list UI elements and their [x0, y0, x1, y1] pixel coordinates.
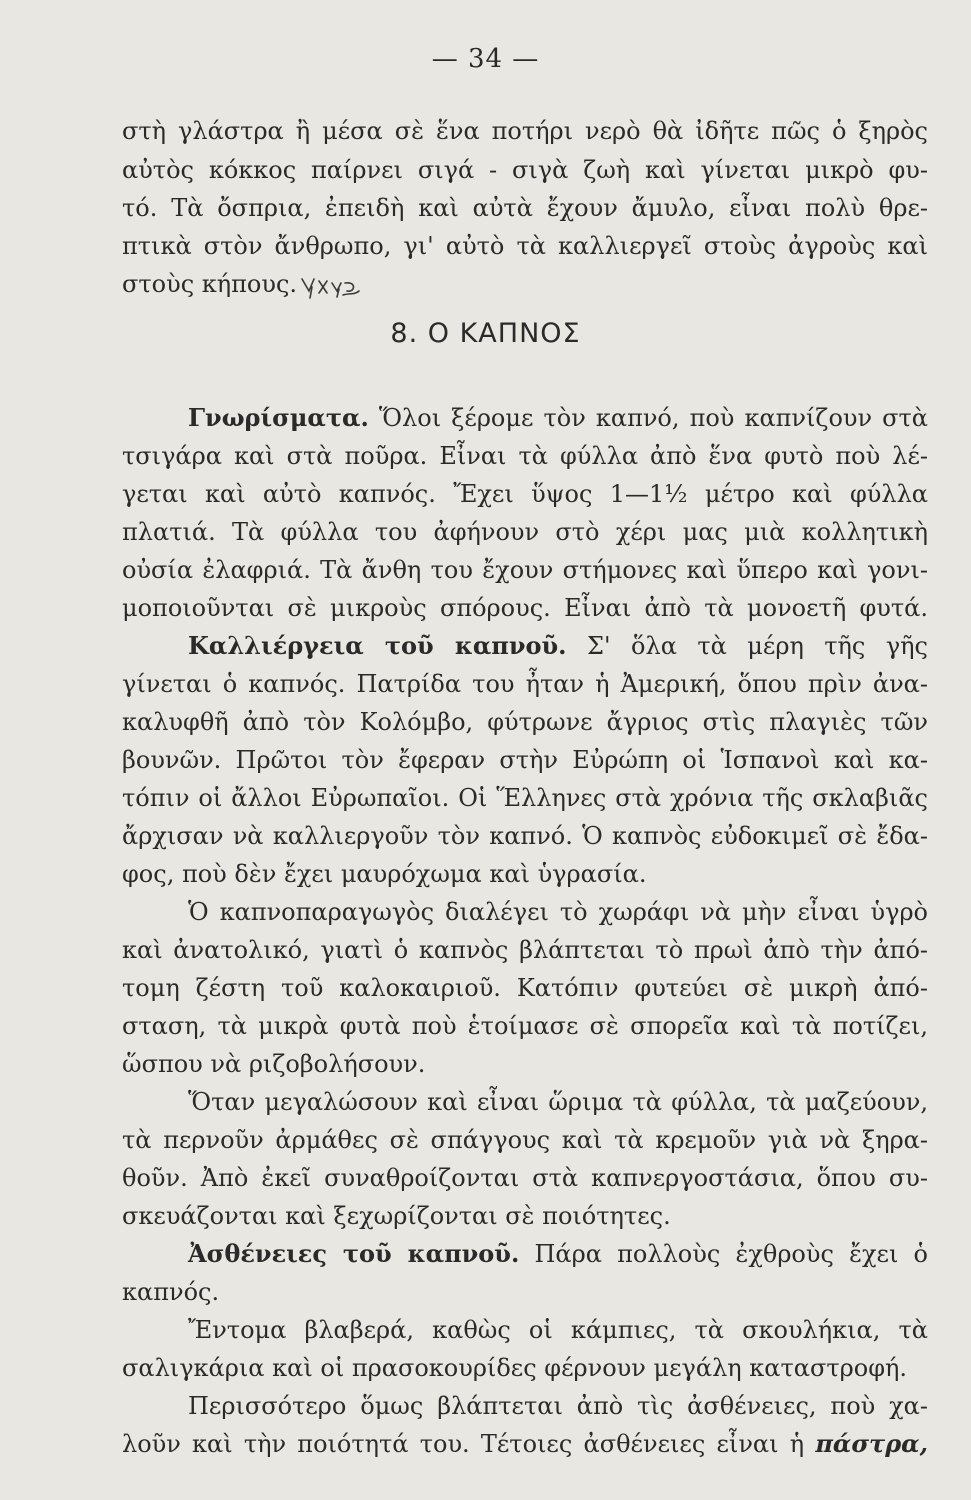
text-line: καὶ ἀνατολικό, γιατὶ ὁ καπνὸς βλάπτεται τὸ πρωὶ ἀπὸ τὴν ἀπό-	[122, 936, 928, 964]
text-line: Ὅταν μεγαλώσουν καὶ εἶναι ὥριμα τὰ φύλλα, τὰ μαζεύουν,	[188, 1088, 928, 1116]
text-line: πλατιά. Τὰ φύλλα του ἀφήνουν στὸ χέρι μας μιὰ κολλητικὴ	[122, 518, 928, 546]
text-fragment: στοὺς κήπους.	[122, 270, 298, 298]
text-line: Ὁ καπνοπαραγωγὸς διαλέγει τὸ χωράφι νὰ μὴν εἶναι ὑγρὸ	[188, 898, 928, 926]
text-line	[122, 1429, 928, 1459]
section-heading: 8. Ο ΚΑΠΝΟΣ	[390, 318, 581, 349]
text-line	[188, 1239, 928, 1269]
text-fragment: λοῦν καὶ τὴν ποιότητά του. Τέτοιες ἀσθένειες εἶναι ἡ	[122, 1430, 805, 1458]
text-fragment: Ὅλοι ξέρομε τὸν καπνό, ποὺ καπνίζουν στὰ	[368, 404, 928, 432]
text-line: ὥσπου νὰ ριζοβολήσουν.	[122, 1050, 426, 1078]
text-line	[188, 631, 928, 661]
text-line: γεται καὶ αὐτὸ καπνός. Ἔχει ὕψος 1—1½ μέτρο καὶ φύλλα	[122, 480, 928, 508]
text-line: οὐσία ἐλαφριά. Τὰ ἄνθη του ἔχουν στήμονες καὶ ὕπερο καὶ γονι-	[122, 556, 928, 584]
text-line	[122, 269, 928, 299]
text-line: στὴ γλάστρα ἢ μέσα σὲ ἕνα ποτήρι νερὸ θὰ ἰδῆτε πῶς ὁ ξηρὸς	[122, 117, 928, 145]
text-line: σαλιγκάρια καὶ οἱ πρασοκουρίδες φέρνουν μεγάλη καταστροφή.	[122, 1354, 908, 1382]
text-line: τομη ζέστη τοῦ καλοκαιριοῦ. Κατόπιν φυτεύει σὲ μικρὴ ἀπό-	[122, 974, 928, 1002]
text-line: βουνῶν. Πρῶτοι τὸν ἔφεραν στὴν Εὐρώπη οἱ Ἱσπανοὶ καὶ κα-	[122, 746, 928, 774]
text-line: φος, ποὺ δὲν ἔχει μαυρόχωμα καὶ ὑγρασία.	[122, 860, 647, 888]
paragraph-lead-title: Ἀσθένειες τοῦ καπνοῦ.	[188, 1239, 520, 1268]
text-line: τόπιν οἱ ἄλλοι Εὐρωπαῖοι. Οἱ Ἕλληνες στὰ χρόνια τῆς σκλαβιᾶς	[122, 784, 928, 812]
text-line: σκευάζονται καὶ ξεχωρίζονται σὲ ποιότητες.	[122, 1202, 671, 1230]
text-line: τσιγάρα καὶ στὰ ποῦρα. Εἶναι τὰ φύλλα ἀπὸ ἕνα φυτὸ ποὺ λέ-	[122, 442, 928, 470]
text-line: καπνός.	[122, 1278, 220, 1306]
text-fragment: Πάρα πολλοὺς ἐχθροὺς ἔχει ὁ	[519, 1240, 929, 1268]
paragraph-lead-title: Γνωρίσματα.	[188, 403, 369, 432]
text-line: ἄρχισαν νὰ καλλιεργοῦν τὸν καπνό. Ὁ καπνὸς εὐδοκιμεῖ σὲ ἔδα-	[122, 822, 928, 850]
text-line	[188, 403, 928, 433]
text-line: γίνεται ὁ καπνός. Πατρίδα του ἦταν ἡ Ἀμερική, ὅπου πρὶν ἀνα-	[122, 670, 928, 698]
paragraph-lead-title: Καλλιέργεια τοῦ καπνοῦ.	[188, 631, 567, 660]
handwritten-scribble	[299, 271, 361, 301]
text-line: μοποιοῦνται σὲ μικροὺς σπόρους. Εἶναι ἀπὸ τὰ μονοετῆ φυτά.	[122, 594, 928, 622]
text-line: θοῦν. Ἀπὸ ἐκεῖ συναθροίζονται στὰ καπνεργοστάσια, ὅπου συ-	[122, 1164, 928, 1192]
text-line: Περισσότερο ὅμως βλάπτεται ἀπὸ τὶς ἀσθένειες, ποὺ χα-	[188, 1392, 928, 1420]
text-line: αὐτὸς κόκκος παίρνει σιγά - σιγὰ ζωὴ καὶ γίνεται μικρὸ φυ-	[122, 156, 928, 184]
text-line: Ἔντομα βλαβερά, καθὼς οἱ κάμπιες, τὰ σκουλήκια, τὰ	[188, 1316, 928, 1344]
page-number: — 34 —	[431, 44, 540, 74]
emphasized-term: πάστρα,	[815, 1429, 928, 1458]
text-line: τὰ περνοῦν ἀρμάθες σὲ σπάγγους καὶ τὰ κρεμοῦν γιὰ νὰ ξηρα-	[122, 1126, 928, 1154]
text-line: πτικὰ στὸν ἄνθρωπο, γι' αὐτὸ τὰ καλλιεργεῖ στοὺς ἀγροὺς καὶ	[122, 232, 928, 260]
text-line: καλυφθῆ ἀπὸ τὸν Κολόμβο, φύτρωνε ἄγριος στὶς πλαγιὲς τῶν	[122, 708, 928, 736]
text-fragment: Σ' ὅλα τὰ μέρη τῆς γῆς	[566, 632, 928, 660]
text-line: σταση, τὰ μικρὰ φυτὰ ποὺ ἑτοίμασε σὲ σπορεῖα καὶ τὰ ποτίζει,	[122, 1012, 928, 1040]
text-line: τό. Τὰ ὄσπρια, ἐπειδὴ καὶ αὐτὰ ἔχουν ἄμυλο, εἶναι πολὺ θρε-	[122, 194, 928, 222]
